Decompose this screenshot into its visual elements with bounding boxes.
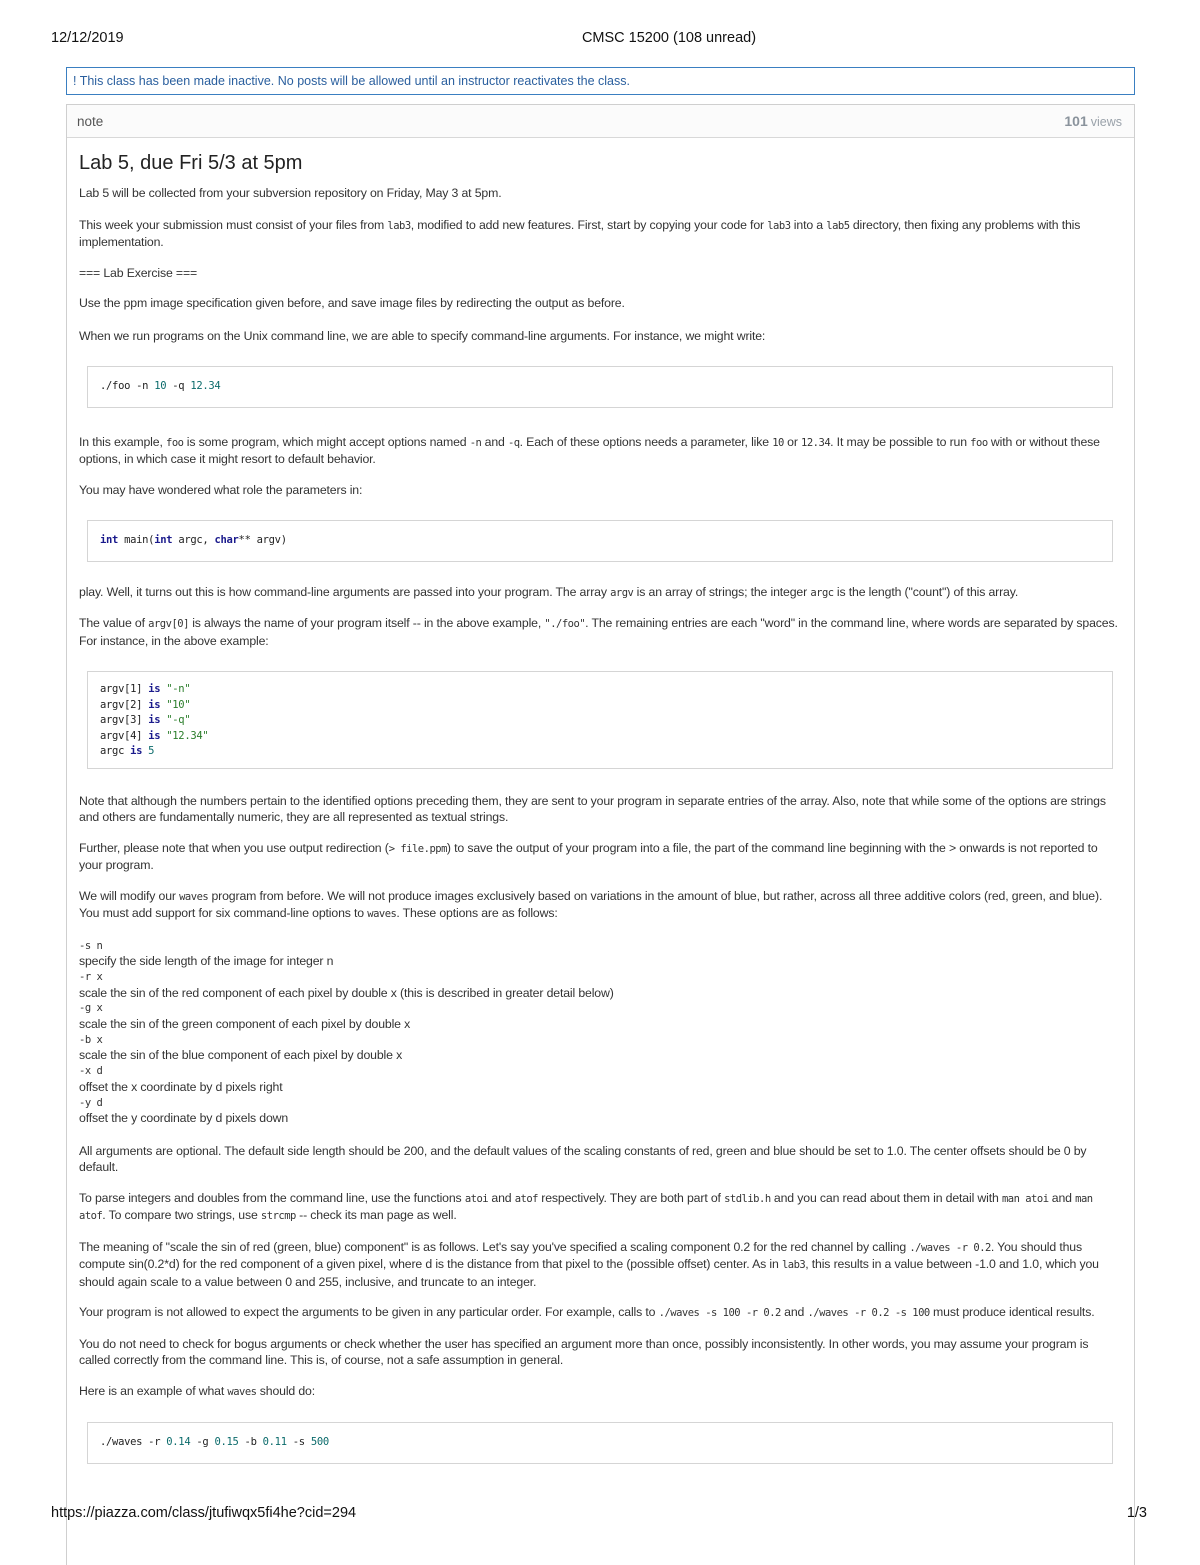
view-count-label: views: [1090, 115, 1122, 129]
paragraph: We will modify our waves program from before. We will not produce images exclusively based on variations in the amount of blue, but rather, across all three additive colors (red, green, and blue). You must add support for six command-line options to waves. These options are as follows:: [79, 888, 1103, 920]
code-line: argv[2] is "10": [100, 698, 191, 711]
option-description: scale the sin of the blue component of each pixel by double x: [79, 1048, 403, 1063]
paragraph: play. Well, it turns out this is how command-line arguments are passed into your program. The array argv is an array of strings; the integer argc is the length ("count") of this array.: [79, 584, 1019, 599]
code-line: argv[3] is "-q": [100, 714, 191, 726]
paragraph: Lab 5 will be collected from your subversion repository on Friday, May 3 at 5pm.: [79, 186, 502, 200]
option-flag: -x d: [79, 1065, 103, 1078]
paragraph: Use the ppm image specification given before, and save image files by redirecting the output as before.: [79, 296, 625, 310]
print-url: https://piazza.com/class/jtufiwqx5fi4he?cid=294: [51, 1505, 357, 1521]
code-line: argv[4] is "12.34": [100, 729, 209, 742]
view-count-number: 101: [1064, 113, 1088, 129]
paragraph: Further, please note that when you use output redirection (> file.ppm) to save the output of your program into a file, the part of the command line beginning with the > onwards is not reported to your program.: [79, 840, 1098, 872]
option-description: offset the x coordinate by d pixels right: [79, 1079, 283, 1094]
option-description: offset the y coordinate by d pixels down: [79, 1111, 289, 1126]
option-description: specify the side length of the image for integer n: [79, 954, 334, 969]
print-date: 12/12/2019: [51, 30, 124, 46]
paragraph: Note that although the numbers pertain to the identified options preceding them, they are sent to your program in separate entries of the array. Also, note that while some of the options are strings and others are fundamentally numeric, they are all represented as textual strings.: [79, 793, 1106, 824]
post-type-label: note: [77, 114, 104, 129]
option-flag: -s n: [79, 939, 103, 952]
option-description: scale the sin of the green component of each pixel by double x: [79, 1017, 411, 1032]
code-block: ./foo -n 10 -q 12.34: [87, 366, 1113, 408]
section-heading: === Lab Exercise ===: [79, 265, 198, 280]
paragraph: The value of argv[0] is always the name of your program itself -- in the above example, "./foo". The remaining entries are each "word" in the command line, where words are separated by spaces. For instance, in the above example:: [79, 616, 1118, 648]
paragraph: Here is an example of what waves should do:: [79, 1383, 315, 1398]
paragraph: You may have wondered what role the parameters in:: [79, 482, 363, 497]
note-panel: [66, 104, 1135, 1565]
code-line: argc is 5: [100, 745, 155, 757]
paragraph: When we run programs on the Unix command line, we are able to specify command-line arguments. For instance, we might write:: [79, 328, 766, 343]
note-content: [79, 151, 1121, 1480]
print-page-number: 1/3: [1126, 1505, 1147, 1521]
paragraph: In this example, foo is some program, which might accept options named -n and -q. Each of these options needs a parameter, like 10 or 12.34. It may be possible to run foo with or without these options, in which case it might resort to default behavior.: [79, 434, 1100, 466]
code-block: int main(int argc, char** argv): [87, 520, 1113, 562]
code-block: [87, 671, 1113, 769]
print-header: [0, 30, 1200, 50]
option-description: scale the sin of the red component of each pixel by double x (this is described in greater detail below): [79, 985, 614, 1000]
options-list: [79, 939, 1121, 1127]
paragraph: Your program is not allowed to expect the arguments to be given in any particular order. For example, calls to ./waves -s 100 -r 0.2 and ./waves -r 0.2 -s 100 must produce identical results.: [79, 1305, 1095, 1320]
option-flag: -r x: [79, 970, 103, 983]
option-flag: -y d: [79, 1096, 103, 1109]
inactive-class-banner: ! This class has been made inactive. No posts will be allowed until an instructor reactivates the class.: [66, 67, 1135, 95]
note-header: [67, 105, 1134, 138]
option-flag: -b x: [79, 1033, 103, 1046]
option-flag: -g x: [79, 1002, 103, 1015]
paragraph: All arguments are optional. The default side length should be 200, and the default values of the scaling constants of red, green and blue should be set to 1.0. The center offsets should be 0 by default.: [79, 1143, 1087, 1175]
code-line: argv[1] is "-n": [100, 683, 191, 695]
print-title: CMSC 15200 (108 unread): [581, 30, 757, 46]
paragraph: This week your submission must consist of your files from lab3, modified to add new features. First, start by copying your code for lab3 into a lab5 directory, then fixing any problems with this implementation.: [79, 217, 1081, 249]
view-count: [1064, 113, 1122, 129]
paragraph: The meaning of "scale the sin of red (green, blue) component" is as follows. Let's say you've specified a scaling component 0.2 for the red channel by calling ./waves -r 0.2. You should thus compute sin(0.2*d) for the red component of a given pixel, where d is the distance from that pixel to the (possible offset) center. As in lab3, this results in a value between -1.0 and 1.0, which you should again scale to a value between 0 and 255, inclusive, and truncate to an integer.: [79, 1239, 1099, 1289]
post-title: Lab 5, due Fri 5/3 at 5pm: [79, 152, 303, 174]
paragraph: You do not need to check for bogus arguments or check whether the user has specified an argument more than once, possibly inconsistently. In other words, you may assume your program is called correctly from the command line. This is, of course, not a safe assumption in general.: [79, 1336, 1089, 1368]
code-block: ./waves -r 0.14 -g 0.15 -b 0.11 -s 500: [87, 1422, 1113, 1464]
paragraph: To parse integers and doubles from the command line, use the functions atoi and atof respectively. They are both part of stdlib.h and you can read about them in detail with man atoi and man atof. To compare two strings, use strcmp -- check its man page as well.: [79, 1190, 1093, 1223]
